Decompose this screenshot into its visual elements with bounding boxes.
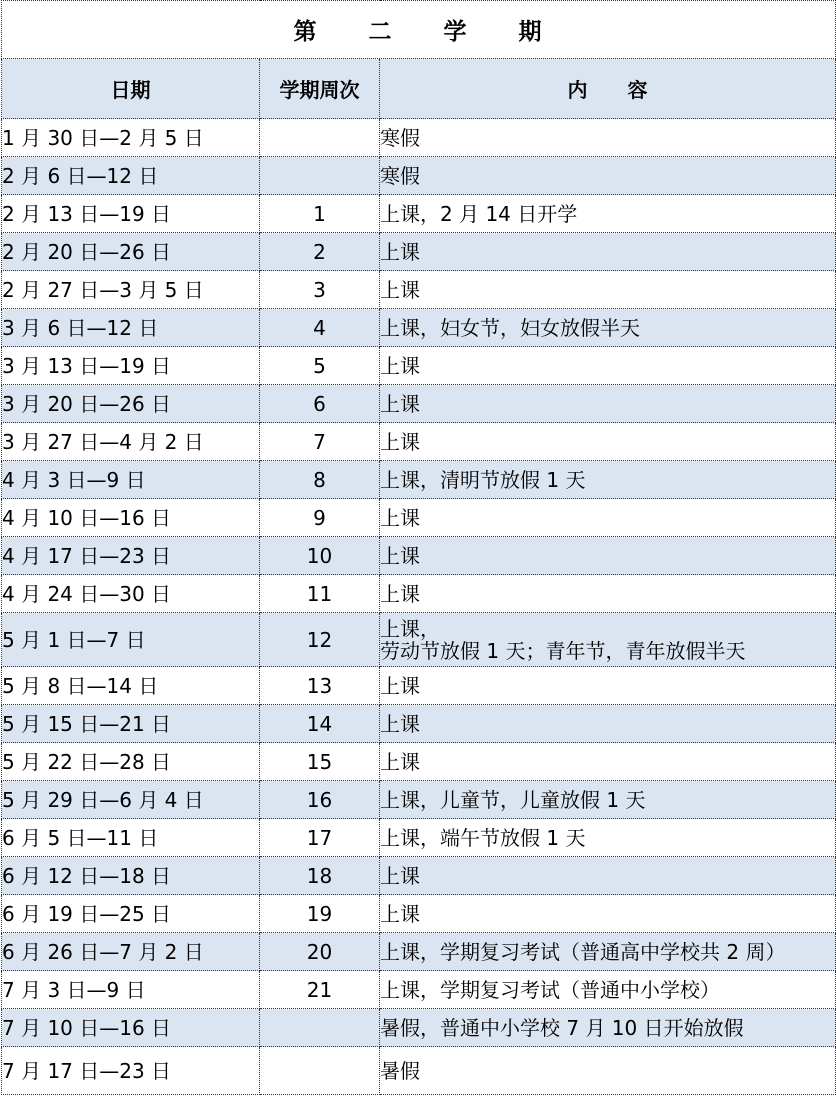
date-cell: 7 月 17 日—23 日	[2, 1047, 260, 1095]
content-text: 上课，妇女节，妇女放假半天	[380, 315, 640, 340]
date-cell: 7 月 3 日—9 日	[2, 971, 260, 1009]
table-row	[2, 347, 836, 385]
table-row	[2, 1047, 836, 1095]
week-cell: 13	[260, 667, 380, 705]
table-row	[2, 461, 836, 499]
table-row	[2, 499, 836, 537]
content-cell	[380, 667, 836, 705]
content-text: 上课，儿童节，儿童放假 1 天	[380, 787, 646, 812]
date-cell: 3 月 6 日—12 日	[2, 309, 260, 347]
week-cell: 6	[260, 385, 380, 423]
week-cell: 17	[260, 819, 380, 857]
table-row	[2, 895, 836, 933]
week-cell: 18	[260, 857, 380, 895]
content-text: 上课	[380, 581, 420, 606]
content-text: 上课	[380, 863, 420, 888]
date-cell: 5 月 29 日—6 月 4 日	[2, 781, 260, 819]
date-cell: 7 月 10 日—16 日	[2, 1009, 260, 1047]
date-cell: 1 月 30 日—2 月 5 日	[2, 119, 260, 157]
content-cell	[380, 781, 836, 819]
date-cell: 5 月 22 日—28 日	[2, 743, 260, 781]
content-cell	[380, 575, 836, 613]
content-cell	[380, 385, 836, 423]
date-cell: 2 月 13 日—19 日	[2, 195, 260, 233]
date-cell: 4 月 24 日—30 日	[2, 575, 260, 613]
content-text: 上课，学期复习考试（普通高中学校共 2 周）	[380, 939, 786, 964]
week-cell: 10	[260, 537, 380, 575]
column-header-content-label: 内 容	[567, 78, 648, 102]
content-text: 上课	[380, 239, 420, 264]
table-row	[2, 705, 836, 743]
date-cell: 6 月 12 日—18 日	[2, 857, 260, 895]
content-cell	[380, 705, 836, 743]
date-cell: 5 月 15 日—21 日	[2, 705, 260, 743]
table-row	[2, 575, 836, 613]
content-text: 上课，学期复习考试（普通中小学校）	[380, 977, 720, 1002]
column-header-date-label: 日期	[110, 78, 151, 102]
table-row	[2, 613, 836, 667]
title-row	[2, 1, 836, 59]
content-cell	[380, 895, 836, 933]
column-header-content	[380, 59, 836, 119]
content-text: 上课	[380, 505, 420, 530]
table-row	[2, 781, 836, 819]
date-cell: 2 月 6 日—12 日	[2, 157, 260, 195]
content-text: 上课	[380, 353, 420, 378]
date-cell: 3 月 27 日—4 月 2 日	[2, 423, 260, 461]
week-cell: 19	[260, 895, 380, 933]
content-text: 上课	[380, 749, 420, 774]
date-cell: 3 月 13 日—19 日	[2, 347, 260, 385]
table-row	[2, 233, 836, 271]
week-cell: 20	[260, 933, 380, 971]
table-row	[2, 743, 836, 781]
content-text: 上课	[380, 277, 420, 302]
week-cell: 2	[260, 233, 380, 271]
content-cell	[380, 819, 836, 857]
content-cell	[380, 423, 836, 461]
week-cell: 1	[260, 195, 380, 233]
table-row	[2, 157, 836, 195]
date-cell: 6 月 26 日—7 月 2 日	[2, 933, 260, 971]
content-cell	[380, 157, 836, 195]
week-cell: 12	[260, 613, 380, 667]
week-cell: 11	[260, 575, 380, 613]
content-text: 上课	[380, 429, 420, 454]
column-header-week	[260, 59, 380, 119]
date-cell: 2 月 20 日—26 日	[2, 233, 260, 271]
content-text: 上课，	[380, 616, 440, 641]
table-title-cell	[2, 1, 836, 59]
content-cell	[380, 1047, 836, 1095]
date-cell: 4 月 3 日—9 日	[2, 461, 260, 499]
content-cell	[380, 1009, 836, 1047]
content-text: 上课，清明节放假 1 天	[380, 467, 586, 492]
week-cell: 7	[260, 423, 380, 461]
week-cell: 9	[260, 499, 380, 537]
content-cell	[380, 309, 836, 347]
week-cell: 8	[260, 461, 380, 499]
content-text: 上课	[380, 711, 420, 736]
table-row	[2, 537, 836, 575]
content-cell	[380, 613, 836, 667]
week-cell: 15	[260, 743, 380, 781]
header-row	[2, 59, 836, 119]
week-cell: 14	[260, 705, 380, 743]
week-cell	[260, 157, 380, 195]
date-cell: 6 月 19 日—25 日	[2, 895, 260, 933]
table-row	[2, 385, 836, 423]
content-cell	[380, 743, 836, 781]
date-cell: 6 月 5 日—11 日	[2, 819, 260, 857]
content-text: 寒假	[380, 125, 420, 150]
week-cell	[260, 119, 380, 157]
content-text: 暑假，普通中小学校 7 月 10 日开始放假	[380, 1015, 744, 1040]
content-cell	[380, 119, 836, 157]
week-cell: 3	[260, 271, 380, 309]
date-cell: 2 月 27 日—3 月 5 日	[2, 271, 260, 309]
content-cell	[380, 971, 836, 1009]
content-cell	[380, 537, 836, 575]
table-row	[2, 271, 836, 309]
date-cell: 3 月 20 日—26 日	[2, 385, 260, 423]
content-text: 上课	[380, 391, 420, 416]
content-text: 上课，2 月 14 日开学	[380, 201, 578, 226]
table-row	[2, 119, 836, 157]
date-cell: 4 月 17 日—23 日	[2, 537, 260, 575]
table-row	[2, 309, 836, 347]
table-row	[2, 423, 836, 461]
semester-schedule-table	[1, 0, 836, 1095]
table-row	[2, 667, 836, 705]
week-cell: 16	[260, 781, 380, 819]
table-row	[2, 195, 836, 233]
date-cell: 5 月 8 日—14 日	[2, 667, 260, 705]
week-cell	[260, 1009, 380, 1047]
week-cell: 5	[260, 347, 380, 385]
week-cell: 21	[260, 971, 380, 1009]
content-text: 上课，端午节放假 1 天	[380, 825, 586, 850]
content-cell	[380, 195, 836, 233]
content-cell	[380, 271, 836, 309]
table-row	[2, 819, 836, 857]
table-title: 第 二 学 期	[293, 19, 544, 45]
content-text: 上课	[380, 673, 420, 698]
week-cell: 4	[260, 309, 380, 347]
content-cell	[380, 933, 836, 971]
content-text: 寒假	[380, 163, 420, 188]
content-cell	[380, 233, 836, 271]
table-row	[2, 933, 836, 971]
date-cell: 5 月 1 日—7 日	[2, 613, 260, 667]
table-row	[2, 857, 836, 895]
column-header-week-label: 学期周次	[279, 78, 360, 102]
content-cell	[380, 857, 836, 895]
content-text: 暑假	[380, 1058, 420, 1083]
table-row	[2, 1009, 836, 1047]
content-text: 上课	[380, 901, 420, 926]
week-cell	[260, 1047, 380, 1095]
content-text-line2: 劳动节放假 1 天；青年节，青年放假半天	[380, 638, 746, 663]
table-row	[2, 971, 836, 1009]
date-cell: 4 月 10 日—16 日	[2, 499, 260, 537]
column-header-date	[2, 59, 260, 119]
content-cell	[380, 347, 836, 385]
content-text: 上课	[380, 543, 420, 568]
content-cell	[380, 461, 836, 499]
content-cell	[380, 499, 836, 537]
